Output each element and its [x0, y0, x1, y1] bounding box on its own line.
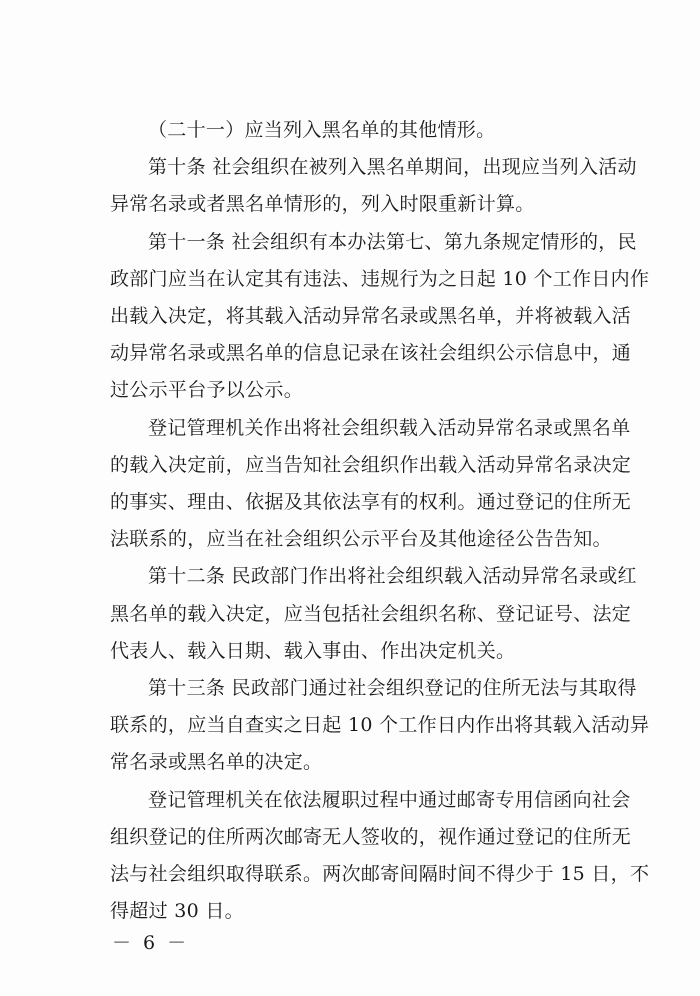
paragraph-article-11-notice: [110, 410, 638, 559]
text-line: 动异常名录或黑名单的信息记录在该社会组织公示信息中，通: [110, 342, 632, 365]
paragraph-article-13-mail: [110, 782, 650, 931]
paragraph-article-10: [110, 149, 638, 223]
text-line: 法联系的，应当在社会组织公示平台及其他途径公告告知。: [110, 528, 612, 551]
text-line: （二十一）应当列入黑名单的其他情形。: [148, 119, 496, 141]
text-line: 出载入决定，将其载入活动异常名录或黑名单，并将被载入活: [110, 305, 632, 328]
text-line: 第十条 社会组织在被列入黑名单期间，出现应当列入活动: [148, 156, 637, 179]
text-line: 组织登记的住所两次邮寄无人签收的，视作通过登记的住所无: [110, 825, 632, 848]
paragraph-article-12: [110, 558, 638, 670]
text-line: 的事实、理由、依据及其依法享有的权利。通过登记的住所无: [110, 491, 632, 514]
document-body: [110, 112, 650, 930]
text-line: 异常名录或者黑名单情形的，列入时限重新计算。: [110, 193, 535, 216]
text-line: 过公示平台予以公示。: [110, 379, 304, 402]
text-line: 代表人、载入日期、载入事由、作出决定机关。: [110, 639, 516, 662]
text-line: 法与社会组织取得联系。两次邮寄间隔时间不得少于 15 日，不: [110, 863, 650, 886]
paragraph-article-11: [110, 224, 650, 410]
text-line: 第十三条 民政部门通过社会组织登记的住所无法与其取得: [148, 677, 637, 700]
text-line: 第十一条 社会组织有本办法第七、第九条规定情形的，民: [148, 230, 637, 253]
text-line: 政部门应当在认定其有违法、违规行为之日起 10 个工作日内作: [110, 267, 650, 290]
text-line: 登记管理机关在依法履职过程中通过邮寄专用信函向社会: [148, 788, 631, 811]
text-line: 第十二条 民政部门作出将社会组织载入活动异常名录或红: [148, 565, 637, 588]
text-line: 黑名单的载入决定，应当包括社会组织名称、登记证号、法定: [110, 602, 632, 625]
text-line: 登记管理机关作出将社会组织载入活动异常名录或黑名单: [148, 416, 631, 439]
text-line: 联系的，应当自查实之日起 10 个工作日内作出将其载入活动异: [110, 714, 650, 737]
page-number: － 6 －: [112, 932, 190, 954]
paragraph-clause-21: [110, 112, 638, 149]
text-line: 得超过 30 日。: [110, 900, 244, 923]
paragraph-article-13: [110, 670, 650, 782]
text-line: 的载入决定前，应当告知社会组织作出载入活动异常名录决定: [110, 453, 632, 476]
text-line: 常名录或黑名单的决定。: [110, 751, 323, 774]
